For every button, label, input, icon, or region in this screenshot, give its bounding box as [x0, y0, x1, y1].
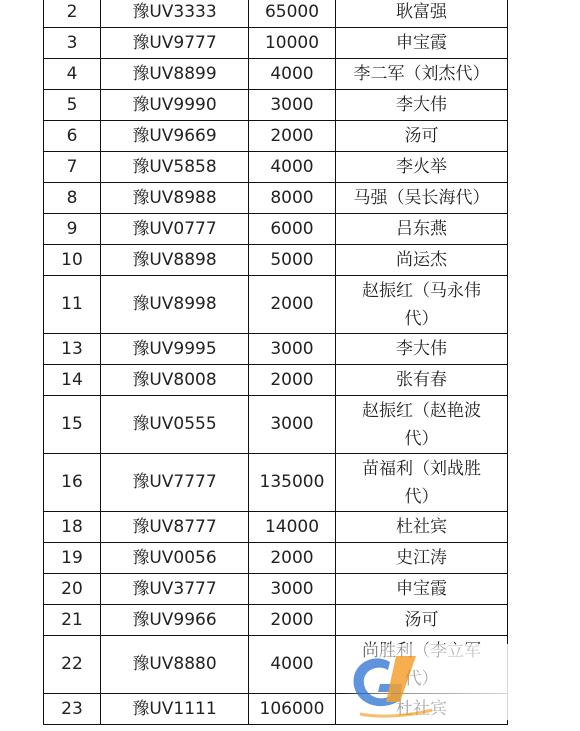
plate-number: 豫UV8777 — [101, 512, 249, 543]
person-name: 李火举 — [336, 152, 508, 183]
row-number: 14 — [44, 365, 101, 396]
row-number: 13 — [44, 334, 101, 365]
person-name: 李二军（刘杰代） — [336, 59, 508, 90]
row-number: 6 — [44, 121, 101, 152]
amount: 8000 — [249, 183, 336, 214]
row-number: 18 — [44, 512, 101, 543]
amount: 10000 — [249, 28, 336, 59]
table-row — [44, 152, 508, 183]
person-name: 吕东燕 — [336, 214, 508, 245]
amount: 106000 — [249, 694, 336, 725]
person-name: 赵振红（马永伟代） — [336, 276, 508, 334]
person-name: 汤可 — [336, 121, 508, 152]
row-number: 19 — [44, 543, 101, 574]
table-row — [44, 245, 508, 276]
table-row — [44, 90, 508, 121]
plate-number: 豫UV8998 — [101, 276, 249, 334]
person-name: 马强（吴长海代） — [336, 183, 508, 214]
table-row — [44, 28, 508, 59]
donation-table-container — [43, 0, 503, 725]
row-number: 8 — [44, 183, 101, 214]
person-name: 汤可 — [336, 605, 508, 636]
amount: 2000 — [249, 543, 336, 574]
amount: 14000 — [249, 512, 336, 543]
amount: 4000 — [249, 59, 336, 90]
table-row — [44, 454, 508, 512]
row-number: 23 — [44, 694, 101, 725]
table-row — [44, 214, 508, 245]
table-row — [44, 574, 508, 605]
row-number: 21 — [44, 605, 101, 636]
amount: 3000 — [249, 396, 336, 454]
row-number: 10 — [44, 245, 101, 276]
row-number: 2 — [44, 0, 101, 28]
person-name: 赵振红（赵艳波代） — [336, 396, 508, 454]
row-number: 4 — [44, 59, 101, 90]
table-row — [44, 605, 508, 636]
amount: 2000 — [249, 365, 336, 396]
amount: 135000 — [249, 454, 336, 512]
row-number: 22 — [44, 636, 101, 694]
person-name: 耿富强 — [336, 0, 508, 28]
row-number: 11 — [44, 276, 101, 334]
amount: 2000 — [249, 121, 336, 152]
row-number: 5 — [44, 90, 101, 121]
amount: 6000 — [249, 214, 336, 245]
table-row — [44, 543, 508, 574]
amount: 3000 — [249, 334, 336, 365]
person-name: 杜社宾 — [336, 512, 508, 543]
row-number: 16 — [44, 454, 101, 512]
plate-number: 豫UV3777 — [101, 574, 249, 605]
plate-number: 豫UV1111 — [101, 694, 249, 725]
amount: 3000 — [249, 574, 336, 605]
table-row — [44, 183, 508, 214]
row-number: 20 — [44, 574, 101, 605]
row-number: 7 — [44, 152, 101, 183]
plate-number: 豫UV0555 — [101, 396, 249, 454]
plate-number: 豫UV7777 — [101, 454, 249, 512]
plate-number: 豫UV9777 — [101, 28, 249, 59]
plate-number: 豫UV5858 — [101, 152, 249, 183]
plate-number: 豫UV3333 — [101, 0, 249, 28]
amount: 65000 — [249, 0, 336, 28]
plate-number: 豫UV9995 — [101, 334, 249, 365]
plate-number: 豫UV8988 — [101, 183, 249, 214]
watermark-logo-icon — [340, 644, 510, 720]
table-row — [44, 0, 508, 28]
table-body — [44, 0, 508, 725]
table-row — [44, 365, 508, 396]
plate-number: 豫UV9990 — [101, 90, 249, 121]
plate-number: 豫UV0777 — [101, 214, 249, 245]
amount: 4000 — [249, 636, 336, 694]
plate-number: 豫UV8899 — [101, 59, 249, 90]
table-row — [44, 59, 508, 90]
person-name: 尚运杰 — [336, 245, 508, 276]
person-name: 苗福利（刘战胜代） — [336, 454, 508, 512]
plate-number: 豫UV0056 — [101, 543, 249, 574]
donation-table — [43, 0, 508, 725]
row-number: 3 — [44, 28, 101, 59]
table-row — [44, 121, 508, 152]
amount: 5000 — [249, 245, 336, 276]
person-name: 张有春 — [336, 365, 508, 396]
person-name: 申宝霞 — [336, 574, 508, 605]
plate-number: 豫UV8898 — [101, 245, 249, 276]
plate-number: 豫UV8008 — [101, 365, 249, 396]
person-name: 李大伟 — [336, 334, 508, 365]
row-number: 15 — [44, 396, 101, 454]
person-name: 申宝霞 — [336, 28, 508, 59]
amount: 4000 — [249, 152, 336, 183]
amount: 2000 — [249, 276, 336, 334]
plate-number: 豫UV8880 — [101, 636, 249, 694]
amount: 2000 — [249, 605, 336, 636]
row-number: 9 — [44, 214, 101, 245]
person-name: 李大伟 — [336, 90, 508, 121]
person-name: 史江涛 — [336, 543, 508, 574]
amount: 3000 — [249, 90, 336, 121]
table-row — [44, 396, 508, 454]
plate-number: 豫UV9966 — [101, 605, 249, 636]
table-row — [44, 512, 508, 543]
table-row — [44, 276, 508, 334]
table-row — [44, 334, 508, 365]
plate-number: 豫UV9669 — [101, 121, 249, 152]
